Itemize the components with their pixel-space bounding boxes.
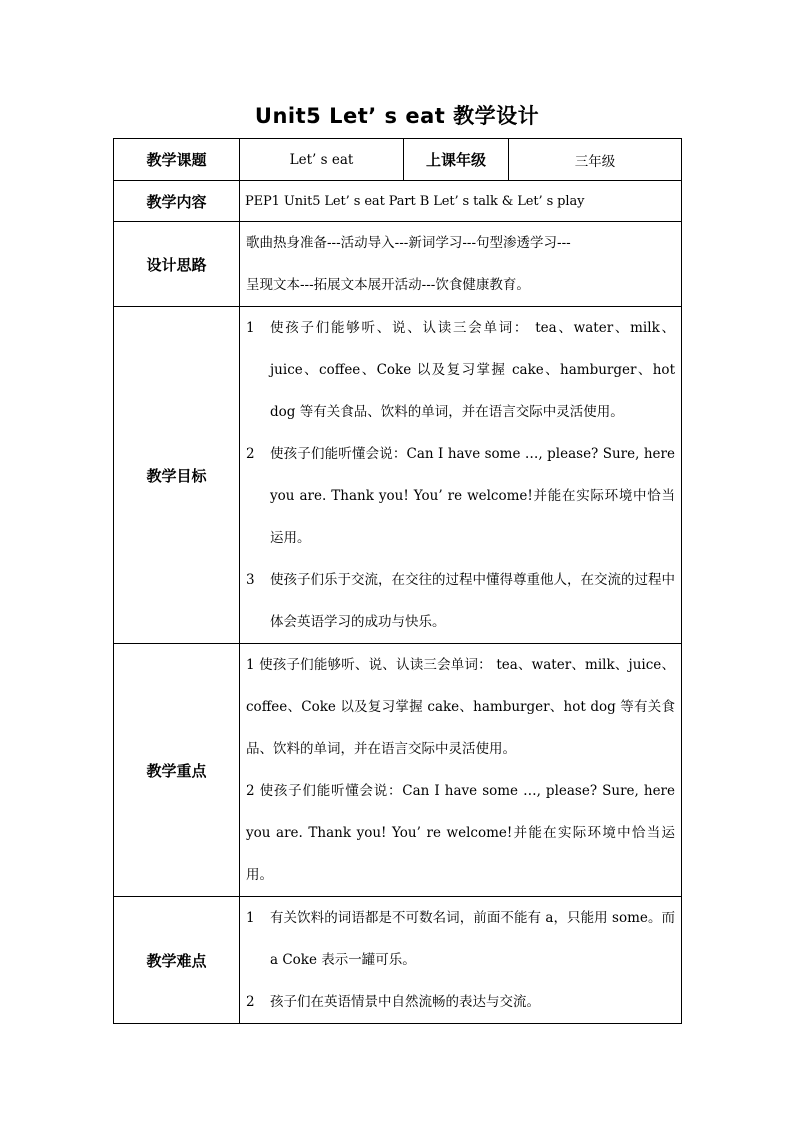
table-row-goals — [114, 307, 682, 644]
difficulties-cell — [240, 897, 682, 1024]
table-row-key-points — [114, 644, 682, 897]
difficulty-item-text: 有关饮料的词语都是不可数名词，前面不能有 a，只能用 some。而 a Coke 表示一罐可乐。 — [270, 910, 675, 968]
key-points-cell — [240, 644, 682, 897]
goal-item — [240, 559, 681, 643]
table-row-content — [114, 181, 682, 222]
idea-cell — [240, 222, 682, 307]
content-cell — [240, 181, 682, 222]
goal-item-text: 使孩子们能够听、说、认读三会单词： tea、water、milk、juice、coffee、Coke 以及复习掌握 cake、hamburger、hot dog 等有关食品、饮料的单词，并在语言交际中灵活使用。 — [270, 320, 675, 420]
table-row-difficulties — [114, 897, 682, 1024]
difficulty-item-number: 1 — [246, 910, 255, 926]
goal-item-number: 3 — [246, 572, 255, 588]
table-row-topic — [114, 139, 682, 181]
difficulty-item-text: 孩子们在英语情景中自然流畅的表达与交流。 — [270, 994, 540, 1010]
difficulty-item — [240, 897, 681, 981]
grade-label: 上课年级 — [404, 139, 509, 181]
goal-item-text: 使孩子们乐于交流，在交往的过程中懂得尊重他人，在交流的过程中体会英语学习的成功与快乐。 — [270, 572, 675, 630]
goals-cell — [240, 307, 682, 644]
topic-label: 教学课题 — [114, 139, 240, 181]
grade-value: 三年级 — [509, 139, 682, 181]
content-value: PEP1 Unit5 Let’ s eat Part B Let’ s talk & Let’ s play — [245, 193, 585, 209]
goal-item-text: 使孩子们能听懂会说：Can I have some …, please? Sure, here you are. Thank you! You’ re welcome!并能在实际环境中恰当运用。 — [270, 446, 675, 546]
goal-item-number: 2 — [246, 446, 255, 462]
lesson-plan-table — [113, 138, 682, 1024]
idea-label: 设计思路 — [114, 222, 240, 307]
key-point-paragraph-1: 1 使孩子们能够听、说、认读三会单词： tea、water、milk、juice、coffee、Coke 以及复习掌握 cake、hamburger、hot dog 等有关食品、饮料的单词，并在语言交际中灵活使用。 — [246, 657, 675, 757]
goals-label: 教学目标 — [114, 307, 240, 644]
goal-item — [240, 433, 681, 559]
document-title: Unit5 Let’ s eat 教学设计 — [254, 104, 540, 128]
key-points-label: 教学重点 — [114, 644, 240, 897]
idea-line-1: 歌曲热身准备---活动导入---新词学习---句型渗透学习--- — [246, 235, 571, 251]
goal-item-number: 1 — [246, 320, 255, 336]
difficulties-label: 教学难点 — [114, 897, 240, 1024]
topic-value: Let’ s eat — [240, 139, 404, 181]
difficulty-item — [240, 981, 681, 1023]
difficulty-item-number: 2 — [246, 994, 255, 1010]
idea-line-2: 呈现文本---拓展文本展开活动---饮食健康教育。 — [246, 277, 530, 293]
goal-item — [240, 307, 681, 433]
table-row-idea — [114, 222, 682, 307]
content-label: 教学内容 — [114, 181, 240, 222]
key-point-paragraph-2: 2 使孩子们能听懂会说：Can I have some …, please? Sure, here you are. Thank you! You’ re welcome!并能在实际环境中恰当运用。 — [246, 783, 675, 883]
